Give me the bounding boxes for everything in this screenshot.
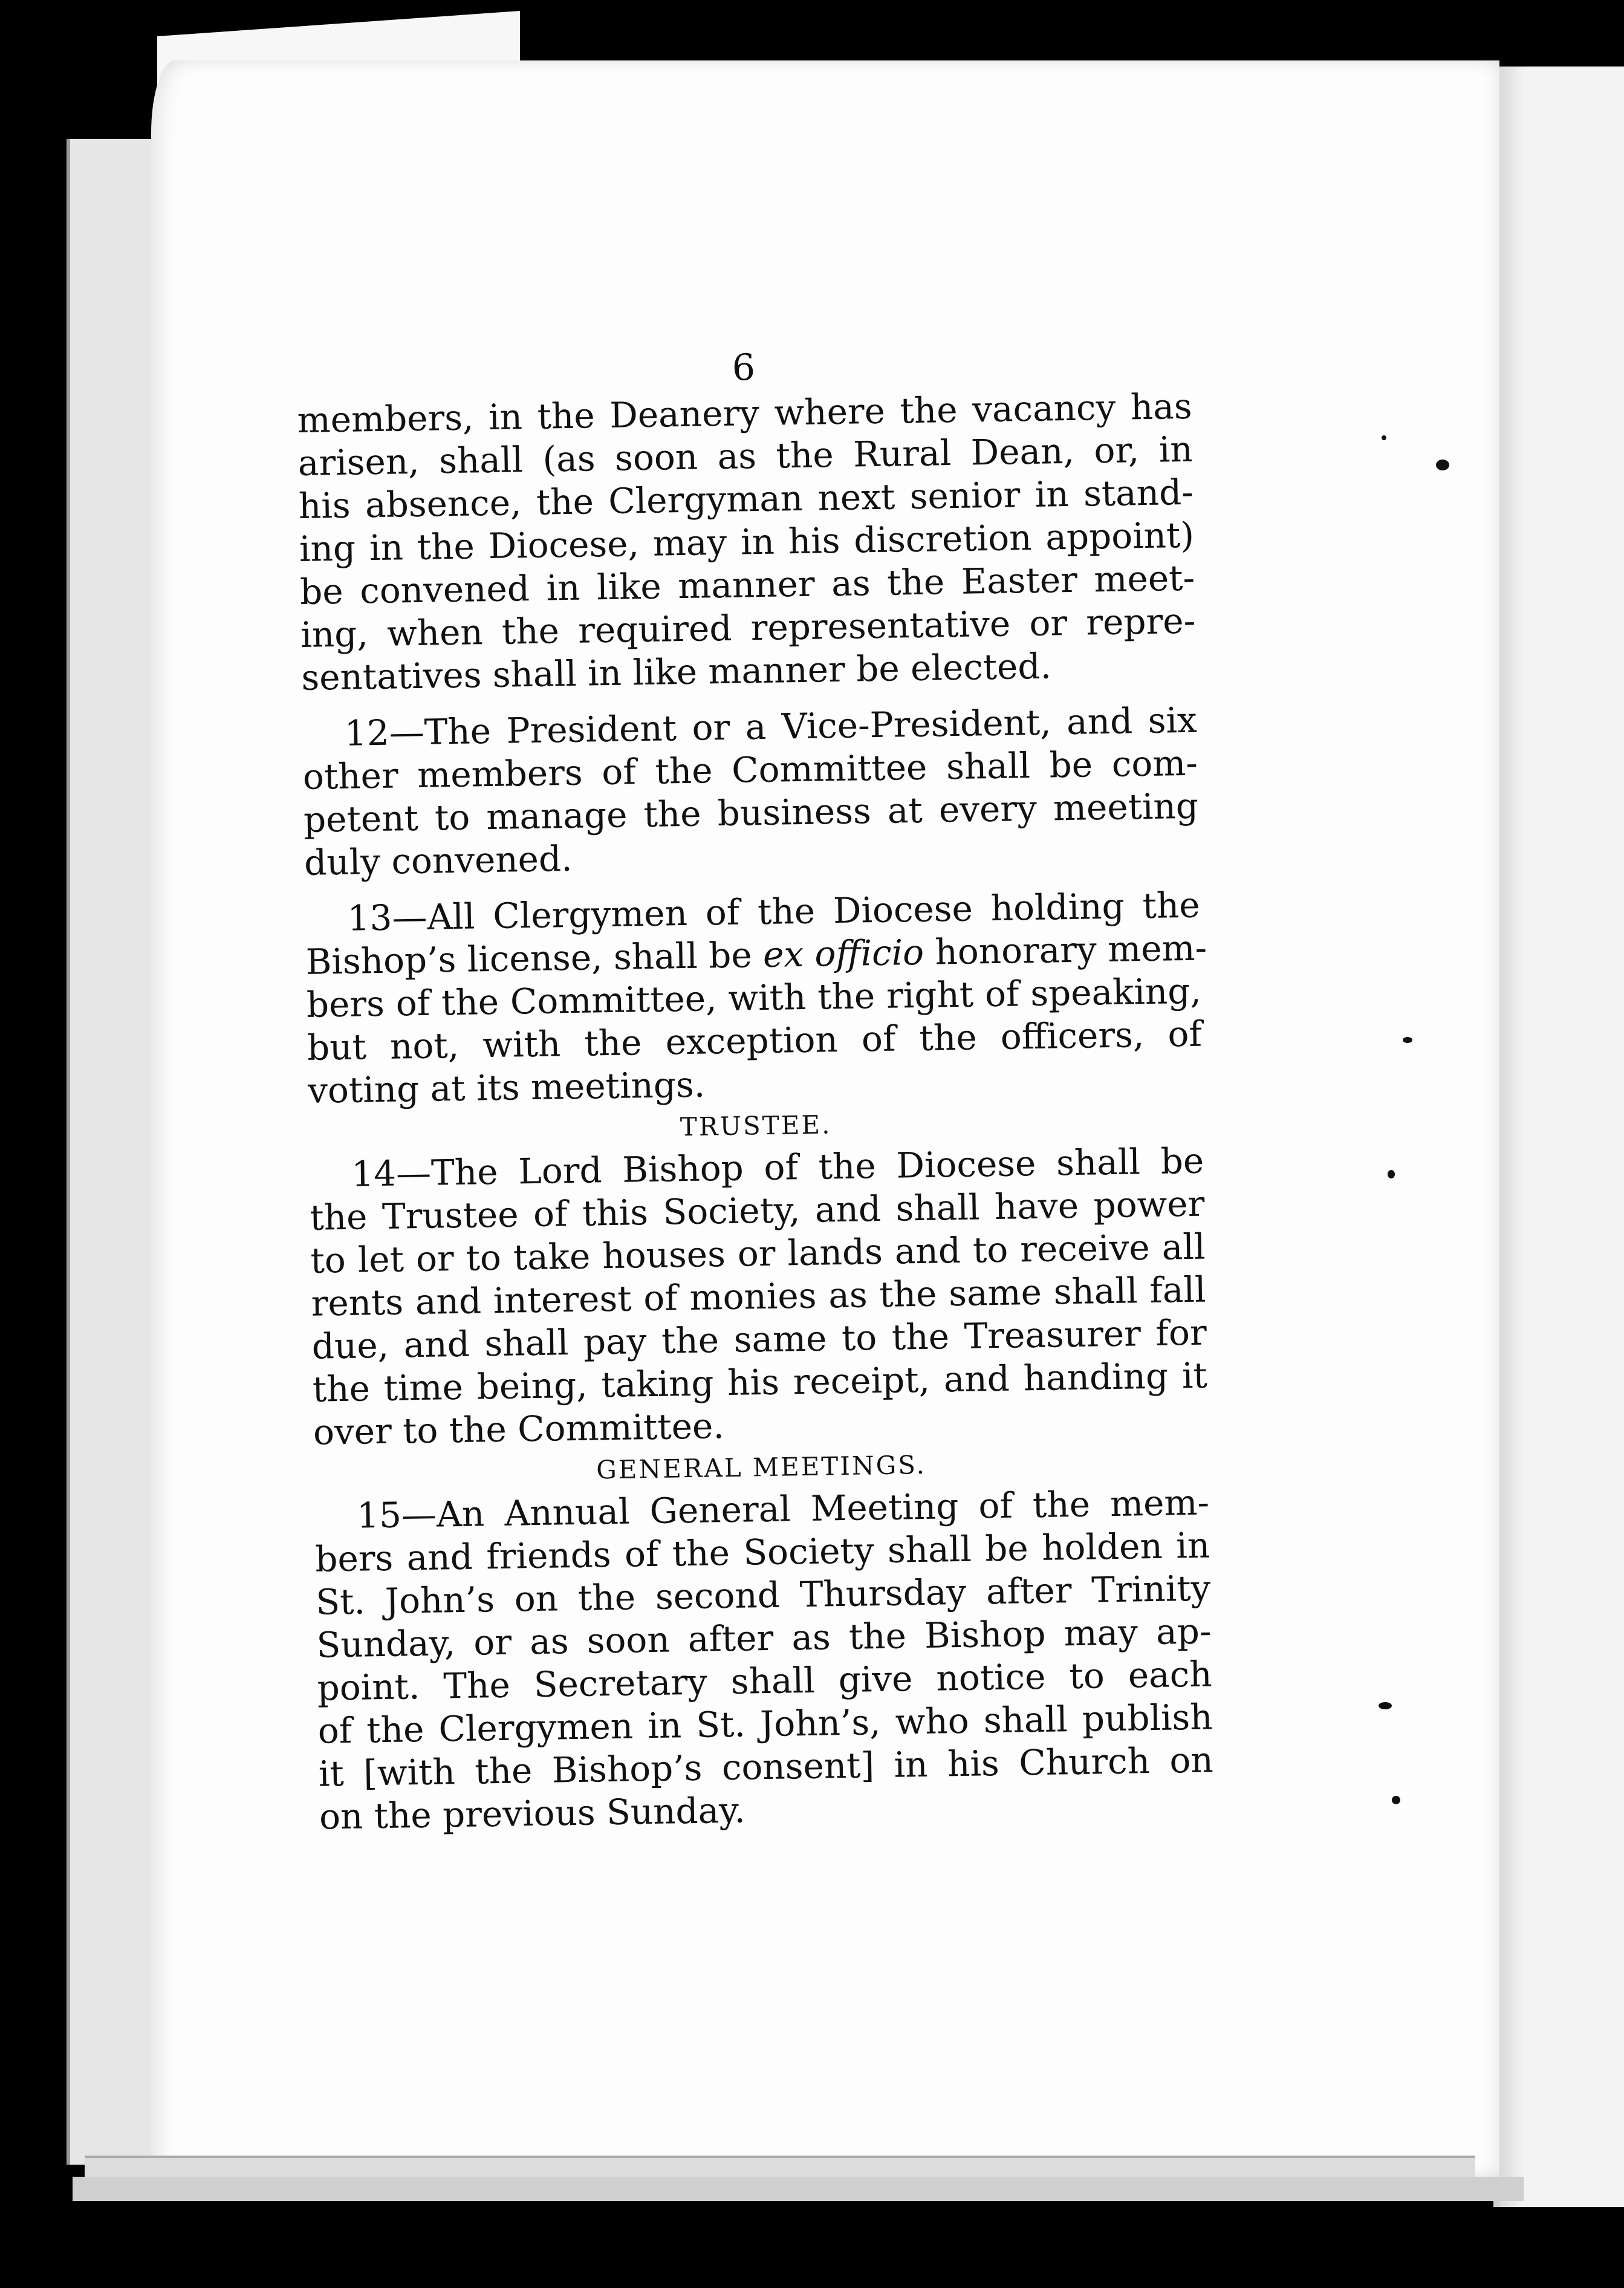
paragraph-12-line: 12—The President or a Vice-President, and six	[344, 699, 1198, 754]
margin-speck	[1403, 1037, 1412, 1043]
paragraph-12-line: petent to manage the business at every meeting	[303, 785, 1199, 840]
margin-speck	[1392, 1796, 1400, 1804]
paragraph-13-line: voting at its meetings.	[307, 1064, 706, 1111]
text-line: members, in the Deanery where the vacancy has	[297, 385, 1193, 441]
section-heading-trustee: TRUSTEE.	[680, 1110, 832, 1142]
latin-phrase: ex officio	[762, 931, 924, 975]
paragraph-15-line: 15—An Annual General Meeting of the mem-	[356, 1481, 1210, 1536]
text-line: arisen, shall (as soon as the Rural Dean, or, in	[297, 428, 1194, 484]
paragraph-15-line: bers and friends of the Society shall be holden in	[314, 1524, 1210, 1580]
paragraph-15-line: it [with the Bishop’s consent] in his Church on	[318, 1739, 1214, 1795]
text-fragment: honorary mem-	[923, 927, 1207, 973]
paragraph-15-line: St. John’s on the second Thursday after Trinity	[315, 1567, 1211, 1623]
paragraph-14-line: 14—The Lord Bishop of the Diocese shall be	[351, 1140, 1204, 1195]
paragraph-15-line: point. The Secretary shall give notice to each	[317, 1653, 1213, 1709]
paragraph-14-line: due, and shall pay the same to the Treasurer for	[311, 1311, 1207, 1367]
paragraph-14-line: over to the Committee.	[313, 1405, 725, 1453]
paragraph-13-line: but not, with the exception of the officers, of	[307, 1013, 1203, 1068]
paragraph-12-line: duly convened.	[304, 837, 573, 883]
page-number: 6	[732, 346, 756, 389]
paragraph-13-line: 13—All Clergymen of the Diocese holding the	[347, 884, 1201, 939]
paragraph-15-line: of the Clergymen in St. John’s, who shall publish	[317, 1696, 1213, 1752]
text-line: ing, when the required representative or repre-	[300, 600, 1196, 655]
page-bottom-edge	[85, 2156, 1475, 2179]
text-line: his absence, the Clergyman next senior in stand-	[298, 471, 1194, 527]
paragraph-12-line: other members of the Committee shall be com-	[302, 742, 1198, 798]
page-bottom-strip	[73, 2177, 1524, 2201]
text-line: be convened in like manner as the Easter meet-	[299, 557, 1195, 613]
paragraph-14-line: the time being, taking his receipt, and handing it	[312, 1354, 1208, 1410]
margin-speck	[1382, 435, 1386, 440]
page-text	[296, 340, 1214, 1839]
margin-speck	[1388, 1170, 1395, 1178]
text-fragment: Bishop’s license, shall be	[305, 934, 764, 983]
text-line: ing in the Diocese, may in his discretion appoint)	[299, 514, 1195, 570]
paragraph-15-line: Sunday, or as soon after as the Bishop may ap-	[316, 1610, 1212, 1666]
paragraph-14-line: to let or to take houses or lands and to receive all	[310, 1226, 1206, 1281]
paragraph-13-line: bers of the Committee, with the right of speaking,	[306, 970, 1202, 1025]
margin-speck	[1379, 1702, 1392, 1709]
paragraph-14-line: rents and interest of monies as the same shall fall	[311, 1269, 1207, 1324]
page-fold-shadow	[1499, 67, 1524, 2207]
margin-speck	[1436, 460, 1449, 470]
paragraph-14-line: the Trustee of this Society, and shall have power	[309, 1183, 1205, 1238]
text-line: sentatives shall in like manner be elected.	[300, 645, 1052, 698]
paragraph-15-line: on the previous Sunday.	[319, 1789, 746, 1838]
section-heading-general-meetings: GENERAL MEETINGS.	[596, 1449, 927, 1485]
adjacent-page	[1493, 67, 1624, 2207]
